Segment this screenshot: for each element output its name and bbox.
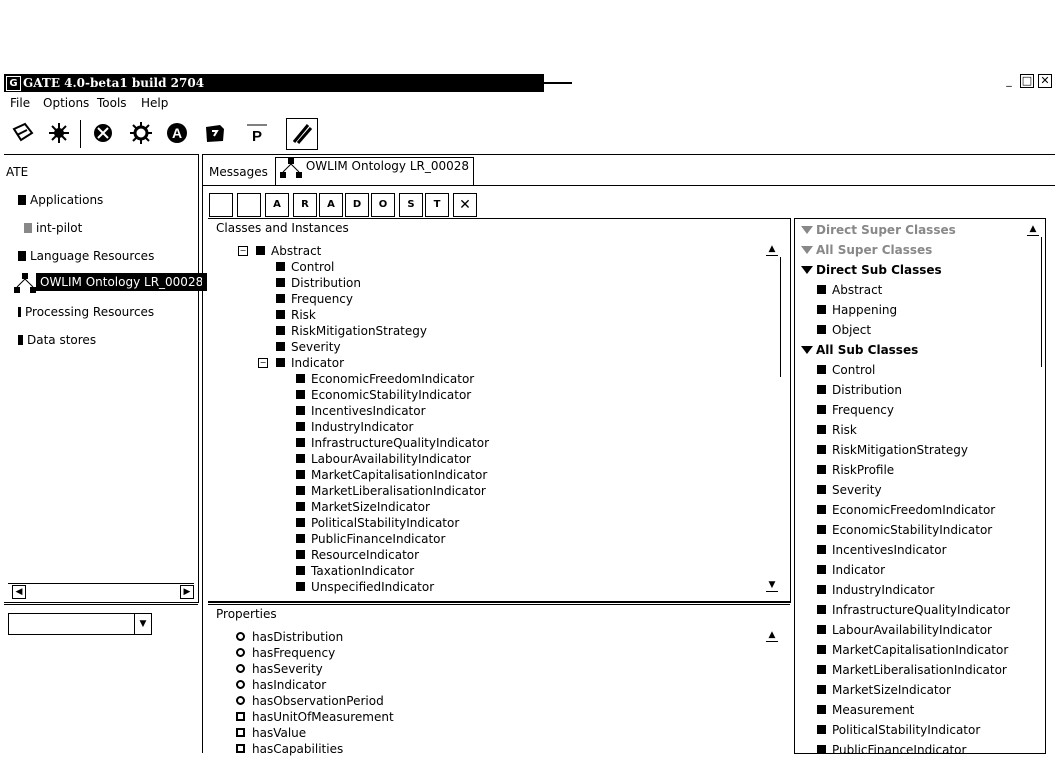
class-indicator[interactable]: Indicator (276, 356, 344, 370)
classes-section-title: Classes and Instances (216, 221, 349, 235)
direct-sub-classes-header[interactable]: Direct Sub Classes (801, 263, 942, 277)
sub-class-item[interactable]: EconomicFreedomIndicator (817, 503, 995, 517)
object-property-icon (236, 632, 245, 641)
class-item[interactable]: Risk (276, 308, 316, 322)
scroll-up-icon[interactable]: ▲ (766, 629, 778, 642)
scroll-thumb[interactable] (780, 257, 781, 377)
viewer-tool-d[interactable]: D (345, 193, 369, 217)
class-item[interactable]: Distribution (276, 276, 361, 290)
resource-tree-panel (4, 154, 204, 603)
class-item[interactable]: LabourAvailabilityIndicator (296, 452, 471, 466)
annie-icon (165, 121, 189, 145)
classes-vertical-scrollbar[interactable] (766, 243, 782, 595)
scroll-up-icon[interactable]: ▲ (1027, 223, 1039, 236)
sub-class-item[interactable]: Severity (817, 483, 882, 497)
viewer-tool-close[interactable]: ✕ (453, 193, 477, 217)
open-datastore-icon (203, 121, 227, 145)
class-details-panel (794, 218, 1046, 757)
menu-file[interactable]: File (10, 96, 31, 110)
property-item[interactable]: hasCapabilities (252, 742, 343, 756)
new-processing-resource-icon (91, 121, 115, 145)
property-item[interactable]: hasObservationPeriod (252, 694, 384, 708)
left-bottom-panel (4, 604, 198, 753)
viewer-tool-t[interactable]: T (425, 193, 449, 217)
sub-class-item[interactable]: InfrastructureQualityIndicator (817, 603, 1010, 617)
maximize-button[interactable]: □ (1021, 74, 1033, 87)
scroll-left-icon[interactable]: ◀ (12, 585, 26, 599)
scroll-thumb[interactable] (1041, 237, 1042, 367)
class-item[interactable]: ResourceIndicator (296, 548, 419, 562)
class-item[interactable]: MarketSizeIndicator (296, 500, 430, 514)
tree-item-data-stores[interactable]: Data stores (18, 333, 96, 347)
annie-button[interactable] (162, 118, 192, 148)
viewer-tool-2[interactable] (237, 193, 261, 217)
tree-item-owlim-ontology[interactable]: OWLIM Ontology LR_00028 (36, 273, 207, 291)
expand-triangle-icon (801, 226, 813, 234)
property-item[interactable]: hasSeverity (252, 662, 323, 676)
class-item[interactable]: UnspecifiedIndicator (296, 580, 434, 594)
ontology-tab-icon (280, 158, 302, 180)
sub-class-item[interactable]: RiskProfile (817, 463, 894, 477)
tree-item-applications[interactable]: Applications (18, 193, 103, 207)
datatype-property-icon (236, 728, 245, 737)
class-item[interactable]: Frequency (276, 292, 353, 306)
property-item[interactable]: hasValue (252, 726, 306, 740)
expand-triangle-icon (801, 246, 813, 254)
sub-class-item[interactable]: Risk (817, 423, 857, 437)
new-language-resource-icon (47, 121, 71, 145)
new-language-resource-button[interactable] (44, 118, 74, 148)
class-item[interactable]: PublicFinanceIndicator (296, 532, 445, 546)
all-sub-classes-header[interactable]: All Sub Classes (801, 343, 918, 357)
load-app-button[interactable] (8, 118, 38, 148)
menu-tools[interactable]: Tools (97, 96, 127, 110)
class-item[interactable]: IndustryIndicator (296, 420, 413, 434)
close-button[interactable]: ✕ (1038, 74, 1052, 88)
direct-super-classes-header[interactable]: Direct Super Classes (801, 223, 956, 237)
tree-item-language-resources[interactable]: Language Resources (18, 249, 154, 263)
viewer-tool-a1[interactable]: A (265, 193, 289, 217)
properties-vertical-scrollbar[interactable] (766, 629, 782, 753)
tree-item-processing-resources[interactable]: Processing Resources (18, 305, 154, 319)
sub-class-item[interactable]: Control (817, 363, 875, 377)
properties-panel (208, 604, 790, 756)
tab-messages[interactable]: Messages (209, 165, 268, 179)
sub-class-item[interactable]: Measurement (817, 703, 914, 717)
class-item[interactable]: RiskMitigationStrategy (276, 324, 427, 338)
class-item[interactable]: TaxationIndicator (296, 564, 414, 578)
left-combo-box[interactable] (8, 613, 152, 635)
object-property-icon (236, 664, 245, 673)
p-icon (245, 121, 269, 145)
sub-class-item[interactable]: PublicFinanceIndicator (817, 743, 966, 757)
left-horizontal-scrollbar[interactable] (8, 583, 194, 598)
pen-button[interactable] (286, 118, 318, 150)
tree-root-label: ATE (6, 165, 29, 179)
class-item[interactable]: MarketCapitalisationIndicator (296, 468, 487, 482)
property-item[interactable]: hasIndicator (252, 678, 326, 692)
ontology-icon (14, 273, 36, 295)
applications-icon (18, 195, 26, 205)
p-button[interactable] (242, 118, 272, 148)
sub-class-item[interactable]: RiskMitigationStrategy (817, 443, 968, 457)
data-stores-icon (18, 335, 23, 345)
sub-class-item[interactable]: IncentivesIndicator (817, 543, 947, 557)
class-item[interactable]: InfrastructureQualityIndicator (296, 436, 489, 450)
menu-bar (4, 94, 1054, 114)
viewer-tool-a2[interactable]: A (319, 193, 343, 217)
new-data-store-icon (129, 121, 153, 145)
sub-class-item[interactable]: Distribution (817, 383, 902, 397)
pilot-icon (24, 223, 32, 233)
sub-class-item[interactable]: PoliticalStabilityIndicator (817, 723, 980, 737)
viewer-tool-r[interactable]: R (293, 193, 317, 217)
datatype-property-icon (236, 712, 245, 721)
class-item[interactable]: IncentivesIndicator (296, 404, 426, 418)
pen-icon (290, 122, 314, 146)
class-item[interactable]: Control (276, 260, 334, 274)
tree-item-int-pilot[interactable]: int-pilot (24, 221, 82, 235)
sub-class-item[interactable]: Abstract (817, 283, 882, 297)
svg-text:P: P (251, 128, 263, 145)
scroll-down-icon[interactable]: ▼ (766, 579, 778, 592)
object-property-icon (236, 696, 245, 705)
details-vertical-scrollbar[interactable] (1027, 223, 1043, 373)
window-title: GATE 4.0-beta1 build 2704 (23, 76, 205, 90)
chevron-down-icon[interactable]: ▼ (134, 614, 151, 634)
property-item[interactable]: hasUnitOfMeasurement (252, 710, 394, 724)
scroll-right-icon[interactable]: ▶ (180, 585, 194, 599)
property-item[interactable]: hasFrequency (252, 646, 335, 660)
class-item[interactable]: EconomicStabilityIndicator (296, 388, 471, 402)
collapse-indicator-icon[interactable]: − (259, 358, 267, 367)
open-datastore-button[interactable] (200, 118, 230, 148)
menu-help[interactable]: Help (141, 96, 169, 110)
object-property-icon (236, 648, 245, 657)
sub-class-item[interactable]: Happening (817, 303, 897, 317)
title-bar (4, 74, 1054, 92)
tab-ontology[interactable]: OWLIM Ontology LR_00028 (275, 157, 474, 186)
viewer-tool-o[interactable]: O (371, 193, 395, 217)
new-processing-resource-button[interactable] (88, 118, 118, 148)
load-app-icon (11, 121, 35, 145)
sub-class-item[interactable]: IndustryIndicator (817, 583, 934, 597)
sub-class-item[interactable]: Frequency (817, 403, 894, 417)
expand-triangle-icon (801, 346, 813, 354)
sub-class-item[interactable]: MarketLiberalisationIndicator (817, 663, 1007, 677)
class-item[interactable]: PoliticalStabilityIndicator (296, 516, 459, 530)
all-super-classes-header[interactable]: All Super Classes (801, 243, 932, 257)
collapse-abstract-icon[interactable]: − (239, 246, 247, 255)
class-item[interactable]: EconomicFreedomIndicator (296, 372, 474, 386)
new-data-store-button[interactable] (126, 118, 156, 148)
expand-triangle-icon (801, 266, 813, 274)
sub-class-item[interactable]: Object (817, 323, 871, 337)
sub-class-item[interactable]: MarketSizeIndicator (817, 683, 951, 697)
minimize-button[interactable]: _ (1006, 74, 1012, 87)
properties-section-title: Properties (216, 607, 277, 621)
class-item[interactable]: Severity (276, 340, 341, 354)
classes-panel (208, 218, 791, 603)
sub-class-item[interactable]: LabourAvailabilityIndicator (817, 623, 992, 637)
menu-options[interactable]: Options (43, 96, 90, 110)
language-resources-icon (18, 251, 26, 261)
viewer-tool-1[interactable] (209, 193, 233, 217)
sub-class-item[interactable]: MarketCapitalisationIndicator (817, 643, 1008, 657)
class-abstract[interactable]: Abstract (256, 244, 321, 258)
object-property-icon (236, 680, 245, 689)
sub-class-item[interactable]: EconomicStabilityIndicator (817, 523, 992, 537)
processing-resources-icon (18, 307, 21, 317)
scroll-up-icon[interactable]: ▲ (766, 243, 778, 256)
main-toolbar (4, 116, 1054, 152)
gate-app-icon: G (6, 76, 21, 91)
class-item[interactable]: MarketLiberalisationIndicator (296, 484, 486, 498)
viewer-tool-s[interactable]: S (399, 193, 423, 217)
sub-class-item[interactable]: Indicator (817, 563, 885, 577)
property-item[interactable]: hasDistribution (252, 630, 343, 644)
svg-text:A: A (171, 125, 183, 141)
